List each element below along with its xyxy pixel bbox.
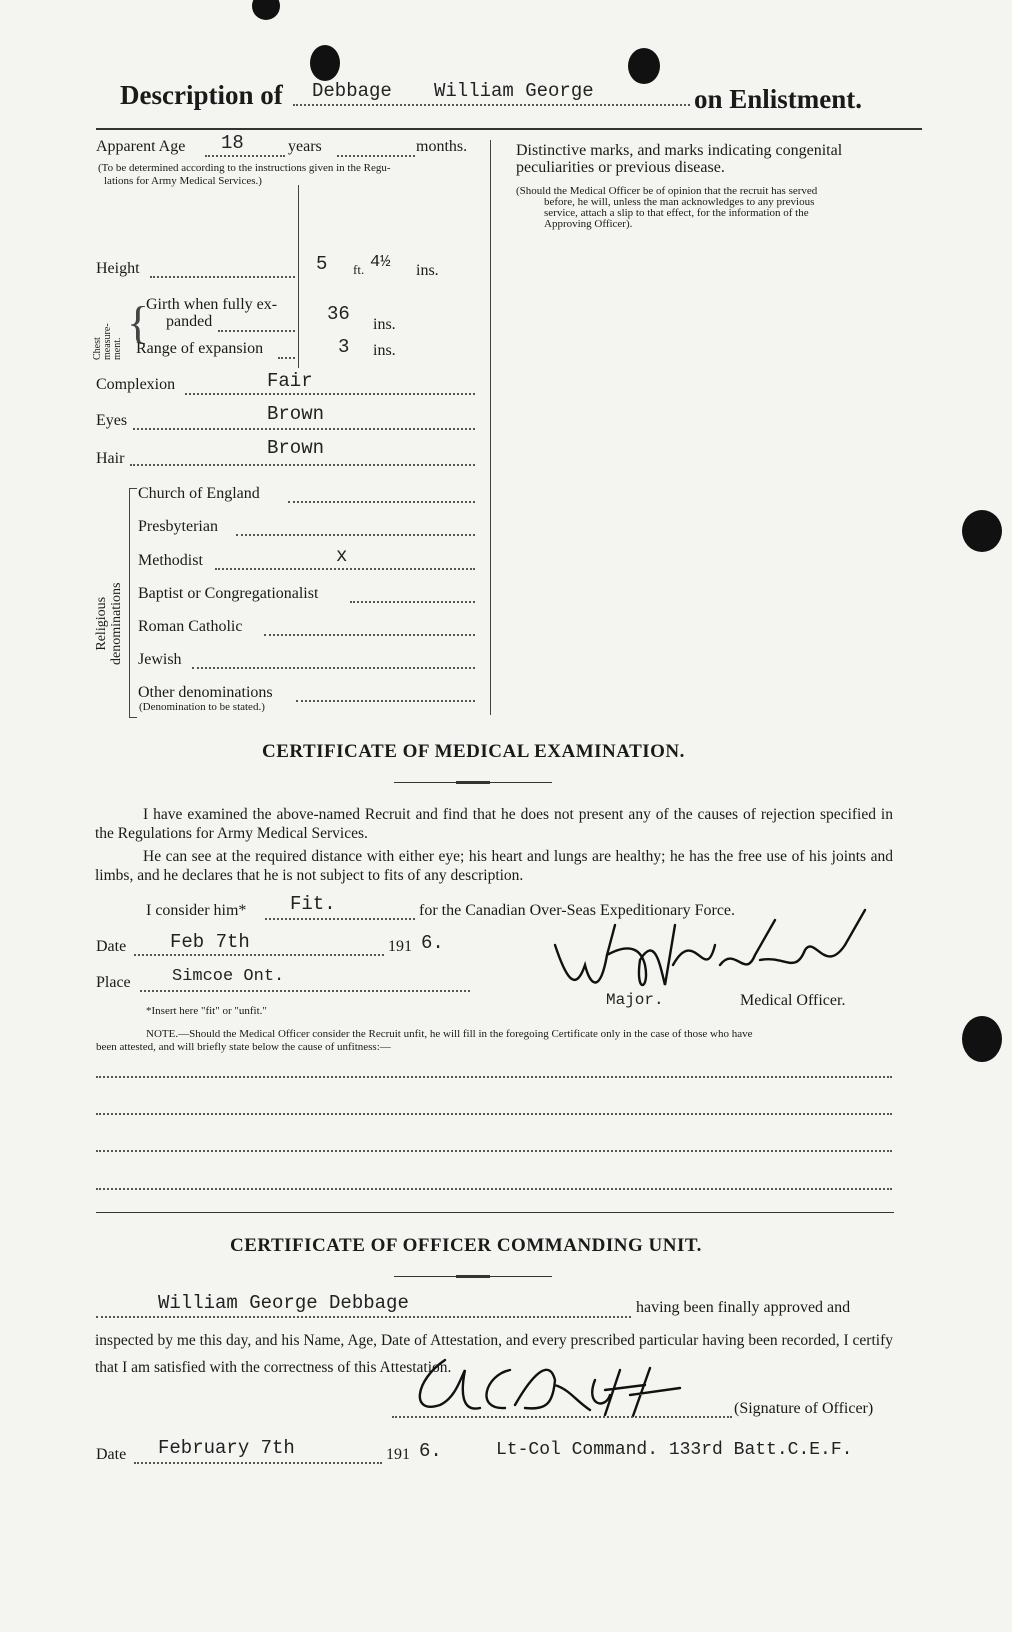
commanding-year-prefix: 191 [386,1446,410,1463]
medical-officer-signature [545,905,875,1005]
column-divider [298,185,299,368]
consider-label: I consider him* [146,902,247,919]
punch-hole [962,510,1002,552]
religion-jewish: Jewish [138,651,182,668]
commanding-officer-title: Lt-Col Command. 133rd Batt.C.E.F. [496,1440,853,1460]
note-line2: been attested, and will briefly state below the cause of unfitness:— [96,1041,391,1053]
religion-baptist: Baptist or Congregationalist [138,585,319,602]
commanding-paragraph: inspected by me this day, and his Name, Age, Date of Attestation, and every prescribed particular having been recorded, I certify that I am satisfied with the correctness of this Attestation. [95,1332,893,1376]
age-field [205,155,285,157]
place-value: Simcoe Ont. [172,967,285,986]
header-rule [96,128,922,130]
medical-certificate-heading: CERTIFICATE OF MEDICAL EXAMINATION. [262,741,685,762]
religion-bracket [129,488,137,718]
religion-leader [296,700,475,702]
religion-leader [350,601,475,603]
religious-denominations-side-label: Religious denominations [94,582,124,665]
signature-of-officer-label: (Signature of Officer) [734,1400,874,1417]
chest-brace: { [127,297,150,348]
place-label: Place [96,974,131,991]
fitness-field [265,918,415,920]
height-feet-value: 5 [316,253,328,275]
religion-other: Other denominations [138,684,273,701]
punch-hole [962,1016,1002,1062]
range-value: 3 [338,336,350,358]
unfitness-line [96,1113,892,1115]
religion-church-of-england: Church of England [138,485,260,502]
unfitness-line [96,1150,892,1152]
commanding-date-field [134,1462,382,1464]
ft-label: ft. [353,262,365,277]
medical-paragraph-2: He can see at the required distance with either eye; his heart and lungs are healthy; he has the free use of his joints and limbs, and he declares that he is not subject to fits of any description. [95,848,893,884]
complexion-value: Fair [267,370,313,392]
medical-date-value: Feb 7th [170,931,250,953]
medical-year-suffix: 6. [421,932,444,954]
commanding-year-suffix: 6. [419,1440,442,1462]
girth-label-line1: Girth when fully ex- [146,296,278,313]
religion-leader [264,634,475,636]
religion-roman-catholic: Roman Catholic [138,618,243,635]
months-field [337,155,415,157]
distinctive-marks-line1: Distinctive marks, and marks indicating congenital [516,142,843,159]
eyes-field [133,428,475,430]
hair-label: Hair [96,450,125,467]
medical-year-prefix: 191 [388,938,412,955]
fitness-value: Fit. [290,893,336,915]
unfitness-line [96,1188,892,1190]
age-note-line2: lations for Army Medical Services.) [104,175,262,187]
recruit-name-field [96,1316,631,1318]
height-inches-value: 4½ [370,253,391,272]
name-underline [293,104,690,106]
distinctive-marks-line2: peculiarities or previous disease. [516,159,725,176]
heading-rule-center [456,1275,490,1278]
age-value: 18 [221,132,244,154]
note-line1: NOTE.—Should the Medical Officer consider the Recruit unfit, he will fill in the foregoing Certificate only in the case of those who have [146,1028,753,1040]
medical-officer-label: Medical Officer. [740,992,846,1009]
column-divider [490,140,491,715]
given-names-value: William George [434,80,594,102]
religion-leader [215,568,475,570]
eyes-label: Eyes [96,412,128,429]
religion-leader [236,534,475,536]
hair-value: Brown [267,437,325,459]
girth-ins-label: ins. [373,316,396,333]
height-leader [150,276,295,278]
insert-note: *Insert here "fit" or "unfit." [146,1005,267,1017]
marks-note-line1: (Should the Medical Officer be of opinion that the recruit has served [516,185,818,197]
commanding-date-label: Date [96,1446,127,1463]
complexion-label: Complexion [96,376,176,393]
form-title-prefix: Description of [120,80,283,110]
age-note-line1: (To be determined according to the instructions given in the Regu- [98,162,391,174]
commanding-date-value: February 7th [158,1437,295,1459]
punch-hole [310,45,340,81]
apparent-age-label: Apparent Age [96,138,186,155]
hair-field [130,464,475,466]
range-label: Range of expansion [136,340,264,357]
approved-label: having been finally approved and [636,1299,851,1316]
recruit-name-value: William George Debbage [158,1292,409,1314]
place-field [140,990,470,992]
commanding-officer-signature [405,1350,715,1430]
girth-leader [218,330,295,332]
medical-date-label: Date [96,938,127,955]
religion-mark: x [336,545,348,567]
religion-methodist: Methodist [138,552,203,569]
unfitness-line [96,1076,892,1078]
ins-label: ins. [416,262,439,279]
medical-date-field [134,954,384,956]
range-ins-label: ins. [373,342,396,359]
height-label: Height [96,260,140,277]
marks-note-line3: service, attach a slip to that effect, for the information of the [544,207,809,219]
form-title-suffix: on Enlistment. [694,84,863,114]
complexion-field [185,393,475,395]
surname-value: Debbage [312,80,392,102]
months-label: months. [416,138,468,155]
heading-rule-center [456,781,490,784]
officer-rank-value: Major. [606,991,664,1009]
medical-paragraph-1: I have examined the above-named Recruit and find that he does not present any of the causes of rejection specified in the Regulations for Army Medical Services. [95,806,893,842]
chest-measurement-side-label: Chest measure- ment. [92,323,123,360]
punch-hole [252,0,280,20]
eyes-value: Brown [267,403,325,425]
marks-note-line2: before, he will, unless the man acknowledges to any previous [544,196,815,208]
religion-other-note: (Denomination to be stated.) [139,701,265,713]
range-leader [278,357,295,359]
force-label: for the Canadian Over-Seas Expeditionary Force. [419,902,736,919]
religion-leader [192,667,475,669]
girth-value: 36 [327,303,350,325]
religion-leader [288,501,475,503]
section-divider [96,1212,894,1213]
girth-label-line2: panded [166,313,213,330]
religion-presbyterian: Presbyterian [138,518,218,535]
years-label: years [288,138,322,155]
marks-note-line4: Approving Officer). [544,218,633,230]
punch-hole [628,48,660,84]
officer-signature-field [392,1416,732,1418]
commanding-certificate-heading: CERTIFICATE OF OFFICER COMMANDING UNIT. [230,1235,702,1256]
